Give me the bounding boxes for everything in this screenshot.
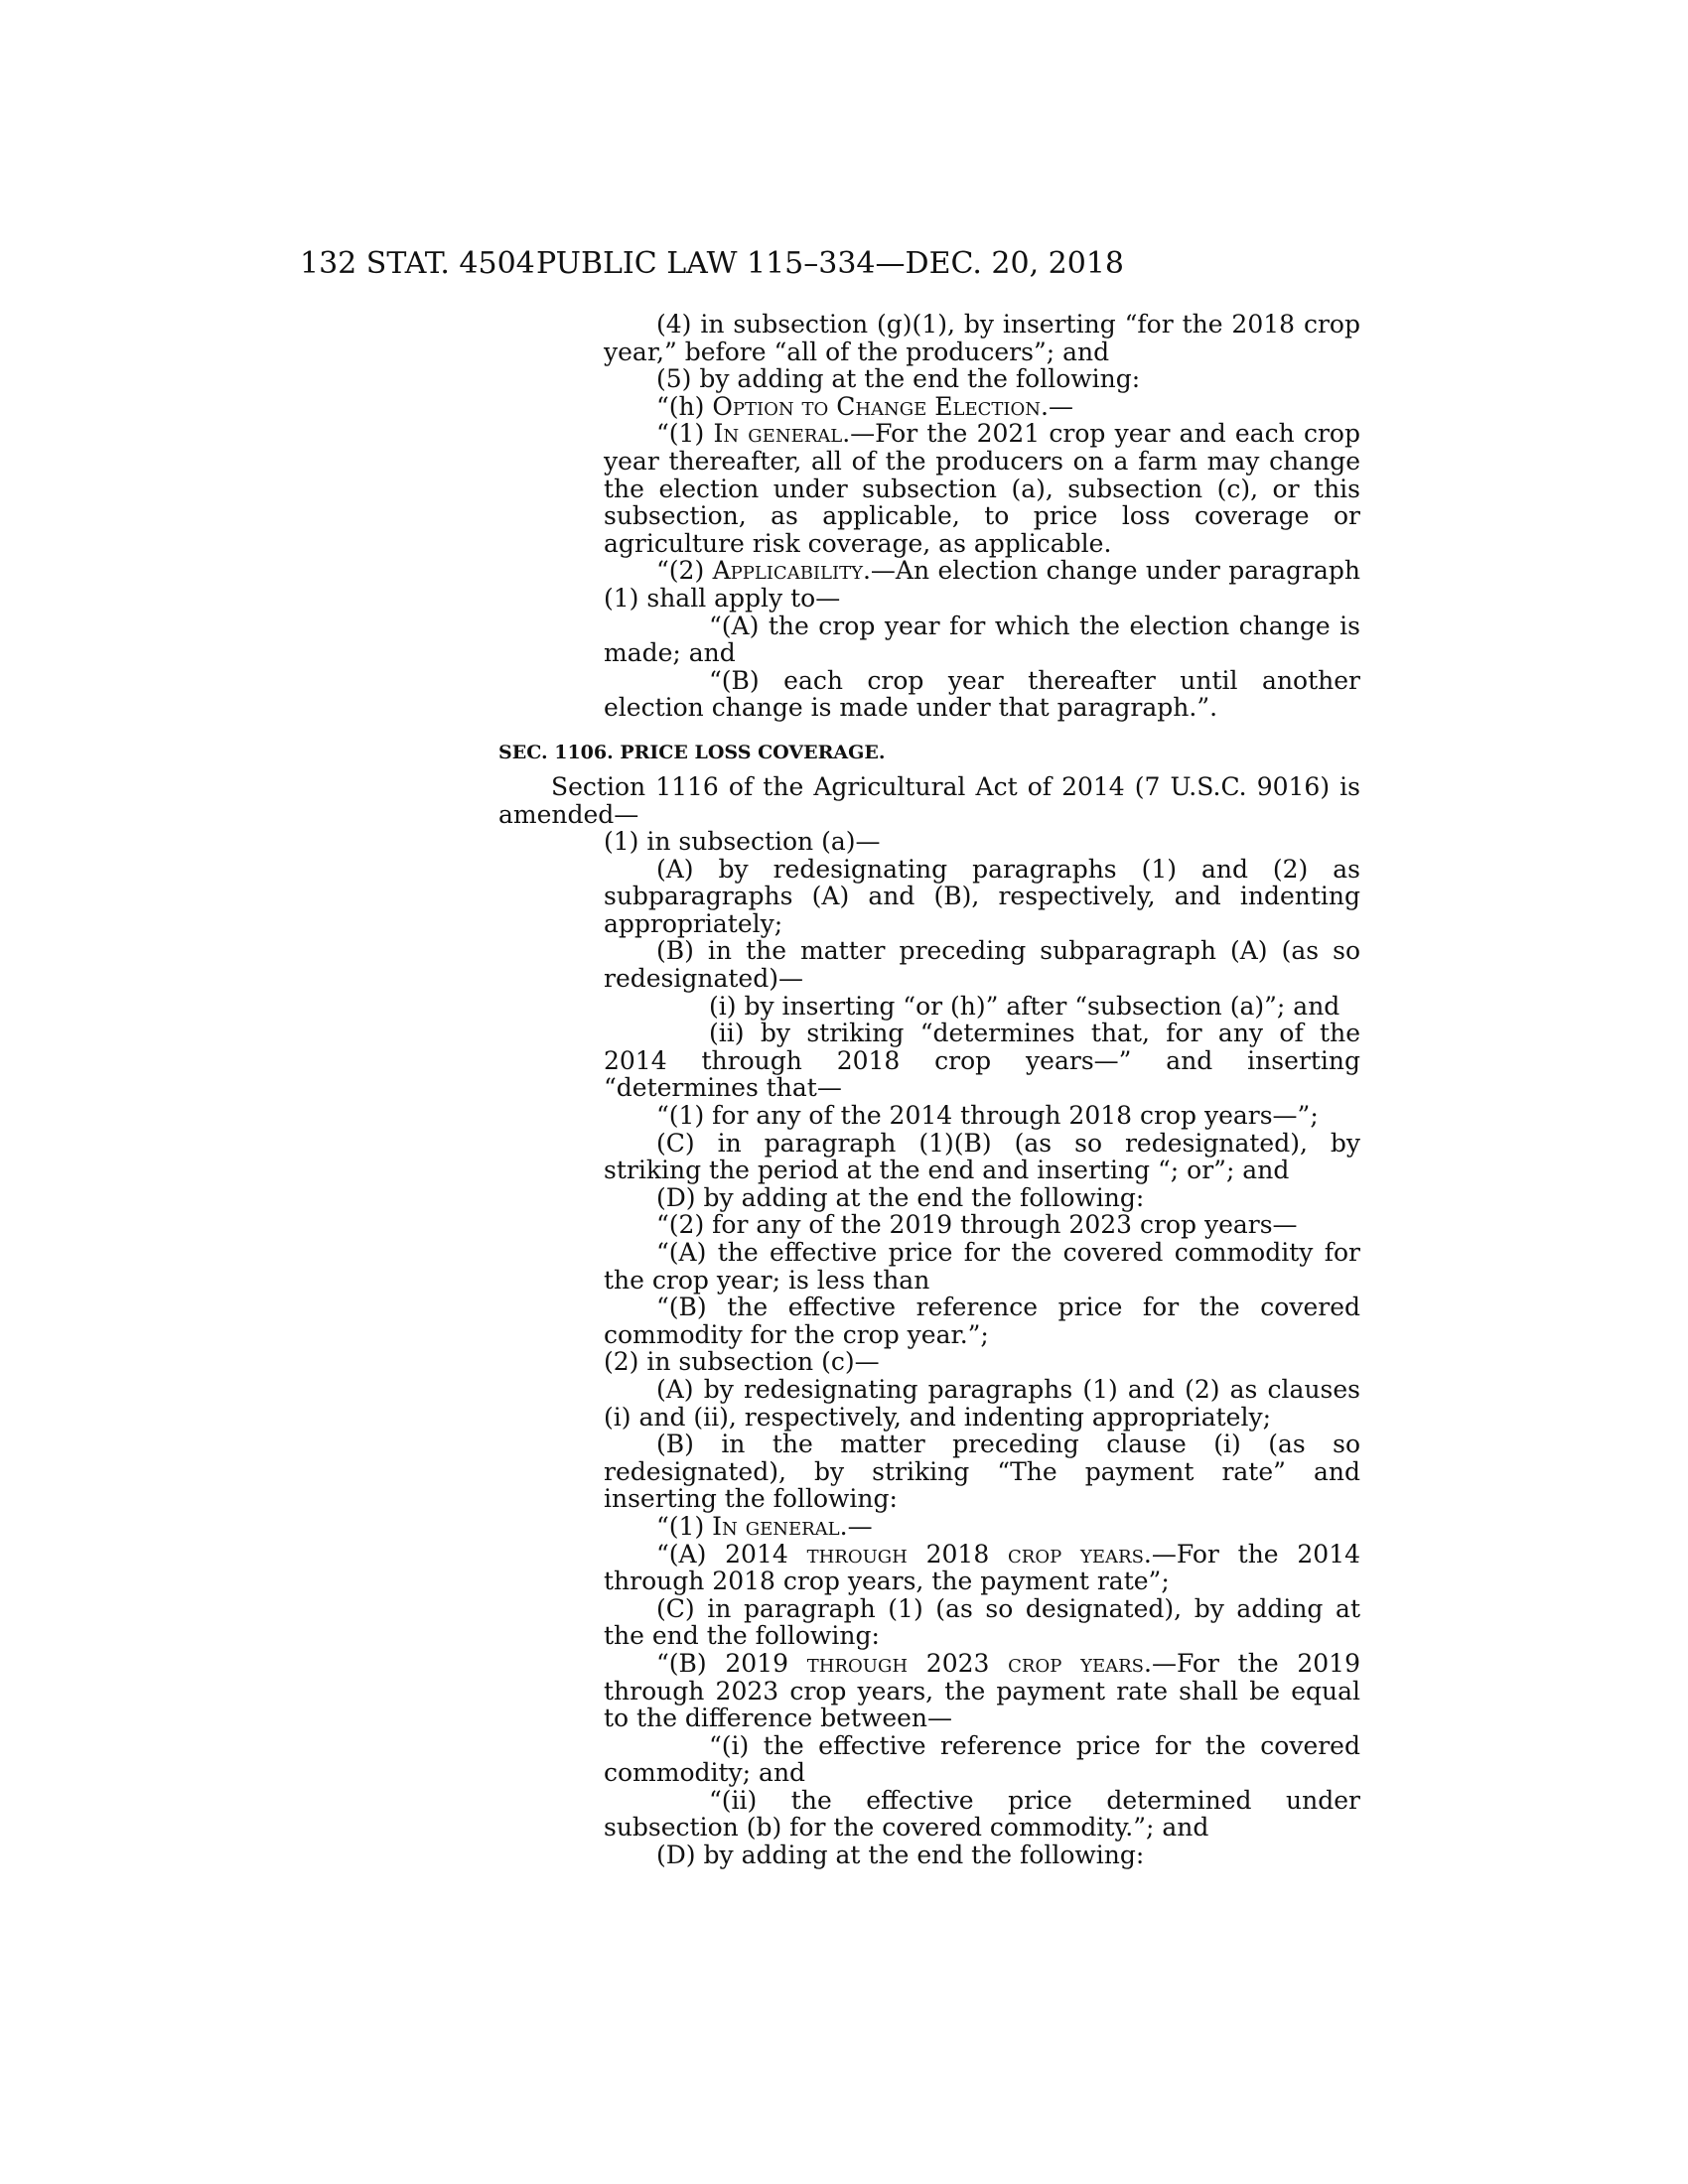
- paragraph: “(2) for any of the 2019 through 2023 crop years—: [656, 1210, 1298, 1240]
- paragraph: (D) by adding at the end the following:: [656, 1841, 1145, 1870]
- paragraph: “(A) the crop year for which the election change is made; and: [604, 611, 1360, 668]
- subsection-heading: “(h) Option to Change Election.—: [656, 391, 1073, 421]
- paragraph: (D) by adding at the end the following:: [656, 1182, 1145, 1212]
- paragraph: “(ii) the effective price determined under subsection (b) for the covered commodity.”; and: [604, 1785, 1360, 1843]
- paragraph: “(A) the effective price for the covered commodity for the crop year; is less than: [604, 1238, 1360, 1295]
- paragraph: (A) by redesignating paragraphs (1) and (2) as subparagraphs (A) and (B), respectively, and indenting appropriately;: [604, 854, 1360, 938]
- paragraph: “(i) the effective reference price for the covered commodity; and: [604, 1730, 1360, 1788]
- paragraph: (C) in paragraph (1) (as so designated), by adding at the end the following:: [604, 1593, 1360, 1651]
- running-head: PUBLIC LAW 115–334—DEC. 20, 2018: [536, 246, 1125, 281]
- paragraph: (C) in paragraph (1)(B) (as so redesignated), by striking the period at the end and inserting “; or”; and: [604, 1128, 1360, 1185]
- paragraph: “(B) the effective reference price for the covered commodity for the crop year.”;: [604, 1293, 1360, 1349]
- paragraph: “(2) Applicability.—An election change under paragraph (1) shall apply to—: [604, 556, 1360, 613]
- paragraph: (A) by redesignating paragraphs (1) and (2) as clauses (i) and (ii), respectively, and indenting appropriately;: [604, 1374, 1360, 1432]
- page-header: [300, 244, 1362, 284]
- paragraph: “(B) 2019 through 2023 crop years.—For the 2019 through 2023 crop years, the payment rate shall be equal to the difference between—: [604, 1648, 1360, 1733]
- paragraph: Section 1116 of the Agricultural Act of 2014 (7 U.S.C. 9016) is amended—: [498, 771, 1360, 829]
- paragraph: (i) by inserting “or (h)” after “subsection (a)”; and: [709, 991, 1340, 1021]
- paragraph: (4) in subsection (g)(1), by inserting “for the 2018 crop year,” before “all of the producers”; and: [604, 310, 1360, 366]
- paragraph: “(1) In general.—For the 2021 crop year and each crop year thereafter, all of the producers on a farm may change the election under subsection (a), subsection (c), or this subsection, as applicable, to price loss coverage or agriculture risk coverage, as applicable.: [604, 419, 1360, 558]
- paragraph: (B) in the matter preceding subparagraph (A) (as so redesignated)—: [604, 936, 1360, 994]
- document-body: [498, 311, 1360, 1869]
- paragraph: “(B) each crop year thereafter until another election change is made under that paragraph.”.: [604, 665, 1360, 723]
- statute-page-number: 132 STAT. 4504: [300, 246, 535, 281]
- section-heading: SEC. 1106. PRICE LOSS COVERAGE.: [498, 741, 886, 763]
- paragraph: “(A) 2014 through 2018 crop years.—For the 2014 through 2018 crop years, the payment rate”;: [604, 1539, 1361, 1596]
- paragraph: (2) in subsection (c)—: [604, 1347, 880, 1377]
- paragraph: “(1) In general.—: [656, 1511, 873, 1541]
- paragraph: (1) in subsection (a)—: [604, 827, 881, 857]
- paragraph: (B) in the matter preceding clause (i) (as so redesignated), by striking “The payment rate” and inserting the following:: [604, 1430, 1360, 1514]
- paragraph: “(1) for any of the 2014 through 2018 crop years—”;: [656, 1101, 1319, 1131]
- paragraph: (ii) by striking “determines that, for any of the 2014 through 2018 crop years—” and inserting “determines that—: [604, 1019, 1360, 1103]
- paragraph: (5) by adding at the end the following:: [656, 364, 1141, 394]
